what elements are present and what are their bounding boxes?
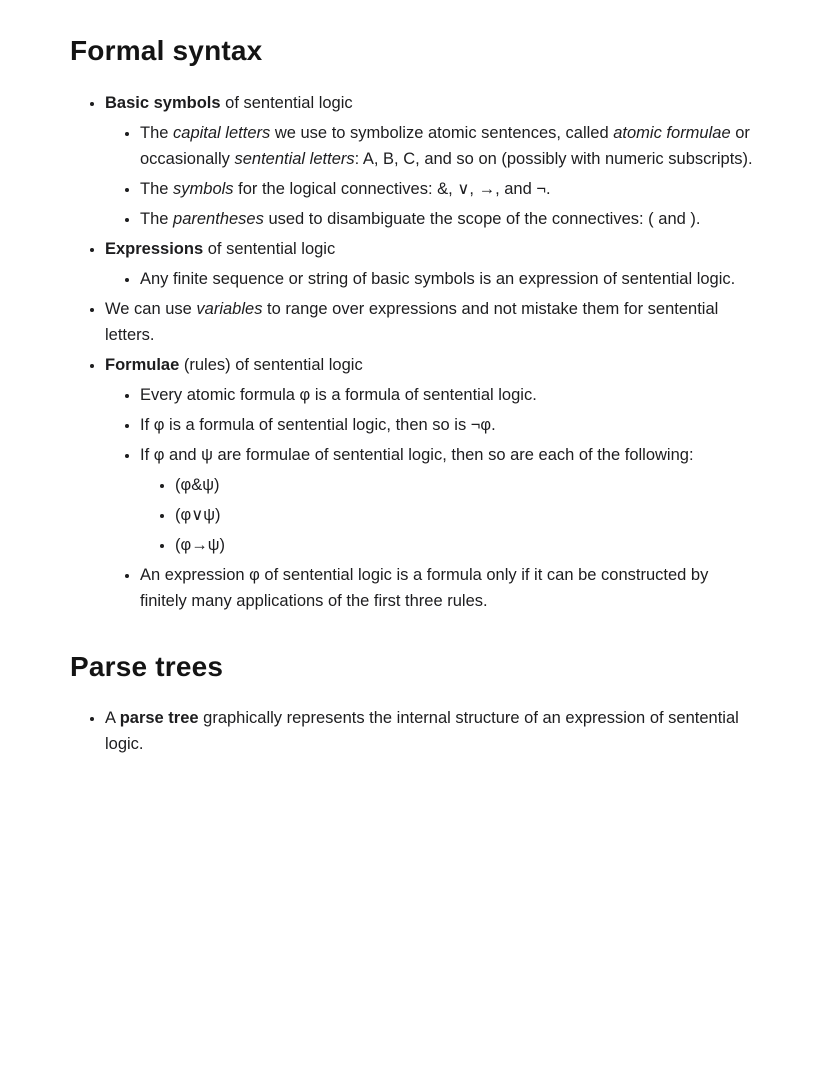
- text-segment: used to disambiguate the scope of the connectives: ( and ).: [263, 209, 701, 228]
- bullet-list: [140, 472, 758, 558]
- list-item: [140, 562, 758, 614]
- bold-text-segment: Formulae: [105, 355, 180, 374]
- heading-formal-syntax: Formal syntax: [70, 35, 263, 66]
- text-segment: graphically represents the internal structure of an expression of sentential logic.: [105, 709, 739, 754]
- text-segment: An expression φ of sentential logic is a formula only if it can be constructed by finitely many applications of the first three rules.: [140, 565, 709, 610]
- list-item-text: [140, 176, 758, 202]
- text-segment: The: [140, 179, 174, 198]
- text-segment: If φ and ψ are formulae of sentential logic, then so are each of the following:: [140, 445, 694, 464]
- text-segment: The: [140, 209, 174, 228]
- list-item: [140, 266, 758, 292]
- parse-trees-list-container: [70, 705, 758, 757]
- italic-text-segment: variables: [196, 299, 263, 318]
- text-segment: (rules) of sentential logic: [179, 355, 363, 374]
- list-item-text: [140, 120, 758, 172]
- list-item: [175, 502, 758, 528]
- italic-text-segment: sentential letters: [234, 149, 355, 168]
- text-segment: of sentential logic: [203, 239, 336, 258]
- list-item: [140, 206, 758, 232]
- list-item-text: [140, 442, 758, 468]
- list-item: [105, 352, 758, 614]
- list-item: [140, 176, 758, 202]
- text-segment: Any finite sequence or string of basic symbols is an expression of sentential logic.: [140, 269, 736, 288]
- text-segment: of sentential logic: [220, 93, 353, 112]
- list-item-text: [175, 532, 758, 558]
- text-segment: (φ&ψ): [175, 475, 220, 494]
- text-segment: If φ is a formula of sentential logic, then so is ¬φ.: [140, 415, 496, 434]
- list-item-text: [140, 266, 758, 292]
- text-segment: for the logical connectives: &, ∨, →, and ¬.: [233, 179, 551, 198]
- list-item: [105, 236, 758, 292]
- list-item: [140, 442, 758, 558]
- bullet-list: [105, 120, 758, 232]
- list-item-text: [140, 562, 758, 614]
- text-segment: : A, B, C, and so on (possibly with numeric subscripts).: [354, 149, 753, 168]
- list-item-text: [175, 472, 758, 498]
- text-segment: Every atomic formula φ is a formula of sentential logic.: [140, 385, 537, 404]
- italic-text-segment: symbols: [173, 179, 234, 198]
- list-item: [140, 382, 758, 408]
- heading-parse-trees: Parse trees: [70, 650, 224, 682]
- bold-text-segment: Basic symbols: [105, 93, 221, 112]
- bullet-list: [70, 90, 758, 614]
- text-segment: to range over expressions and not mistake them for sentential letters.: [105, 299, 719, 344]
- text-segment: we use to symbolize atomic sentences, called: [270, 123, 614, 142]
- italic-text-segment: capital letters: [173, 123, 271, 142]
- bullet-list: [70, 705, 758, 757]
- list-item-text: [175, 502, 758, 528]
- text-segment: or occasionally: [140, 123, 750, 168]
- list-item: [175, 472, 758, 498]
- list-item-text: [105, 90, 758, 116]
- italic-text-segment: parentheses: [173, 209, 264, 228]
- list-item-text: [140, 206, 758, 232]
- list-item: [140, 120, 758, 172]
- list-item-text: [105, 352, 758, 378]
- list-item: [105, 296, 758, 348]
- list-item: [105, 705, 758, 757]
- list-item-text: [105, 296, 758, 348]
- list-item: [105, 90, 758, 232]
- list-item: [140, 412, 758, 438]
- bold-text-segment: Expressions: [105, 239, 204, 258]
- formal-syntax-list-container: [70, 90, 758, 614]
- list-item-text: [140, 382, 758, 408]
- text-segment: A: [105, 709, 120, 728]
- text-segment: The: [140, 123, 174, 142]
- list-item: [175, 532, 758, 558]
- list-item-text: [105, 236, 758, 262]
- bullet-list: [105, 266, 758, 292]
- list-item-text: [140, 412, 758, 438]
- italic-text-segment: atomic formulae: [613, 123, 731, 142]
- text-segment: (φ∨ψ): [175, 505, 221, 524]
- text-segment: (φ→ψ): [175, 535, 225, 554]
- bullet-list: [105, 382, 758, 614]
- text-segment: We can use: [105, 299, 197, 318]
- bold-text-segment: parse tree: [119, 709, 199, 728]
- list-item-text: [105, 705, 758, 757]
